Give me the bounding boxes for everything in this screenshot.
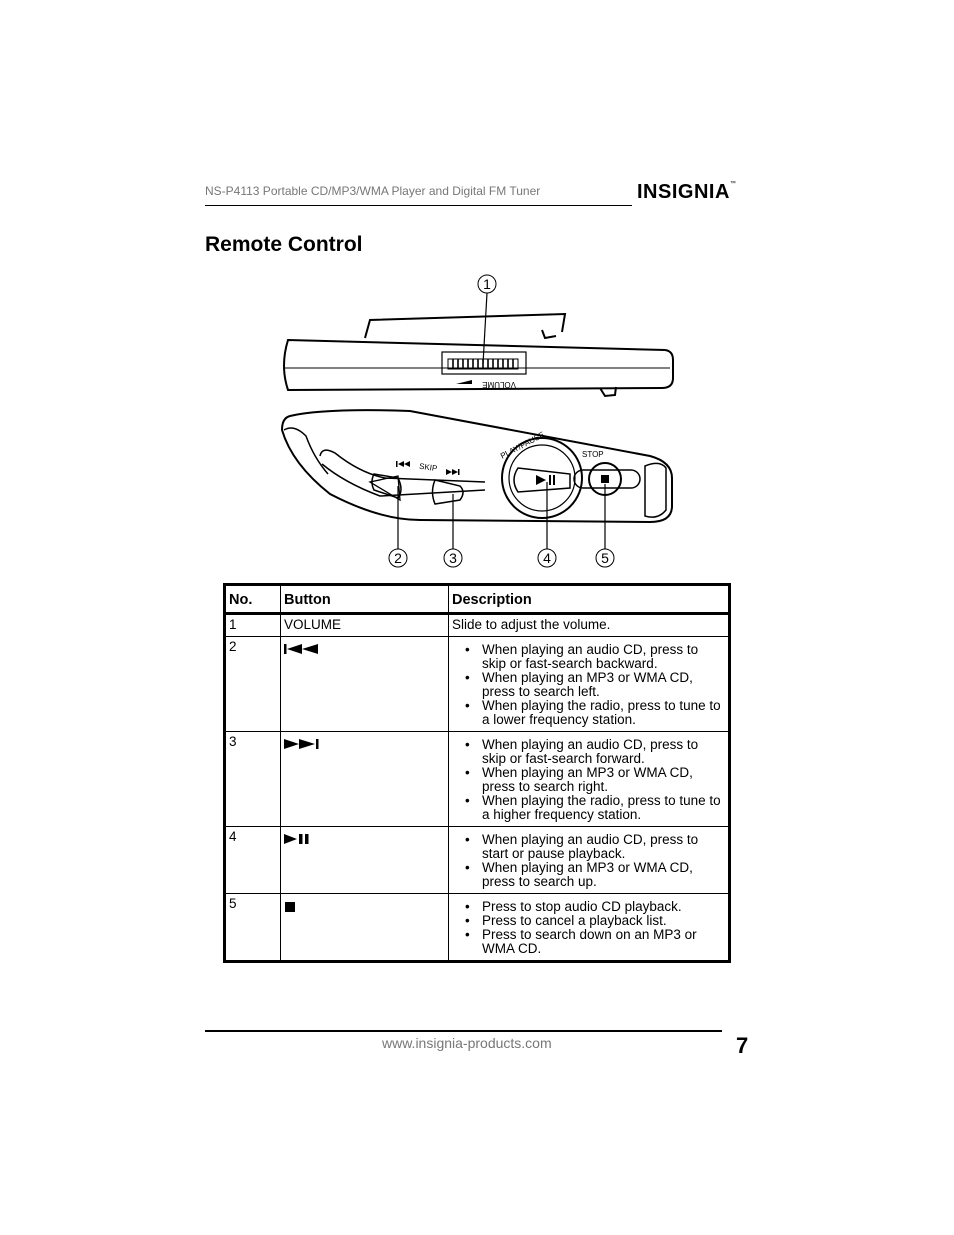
description-bullet: • When playing an audio CD, press to skip or fast-search backward.: [482, 643, 724, 671]
description-bullet: • Press to search down on an MP3 or WMA CD.: [482, 928, 724, 956]
skip-label: SKIP: [418, 461, 438, 474]
row-button-cell: [281, 827, 449, 894]
callout-5: 5: [601, 550, 609, 566]
description-bullet: • When playing the radio, press to tune to a higher frequency station.: [482, 794, 724, 822]
footer-rule: [205, 1030, 722, 1032]
row-description: Slide to adjust the volume.: [449, 614, 730, 637]
row-button-cell: [281, 894, 449, 962]
footer-url[interactable]: www.insignia-products.com: [382, 1035, 552, 1051]
table-row: [225, 827, 730, 894]
table-row: [225, 894, 730, 962]
description-bullet: • When playing an MP3 or WMA CD, press to search right.: [482, 766, 724, 794]
table-header-row: [225, 585, 730, 614]
row-button-cell: [281, 637, 449, 732]
stop-label: STOP: [582, 450, 604, 459]
skip-back-icon: [284, 644, 320, 654]
row-number: 1: [225, 614, 281, 637]
description-bullet: • Press to cancel a playback list.: [482, 914, 724, 928]
row-number: 3: [225, 732, 281, 827]
callout-3: 3: [449, 550, 457, 566]
column-header-button: Button: [281, 585, 449, 614]
row-description: [449, 894, 730, 962]
table-row: [225, 614, 730, 637]
row-button-label: VOLUME: [281, 614, 449, 637]
callout-1: 1: [483, 276, 491, 292]
description-bullet: • When playing the radio, press to tune to a lower frequency station.: [482, 699, 724, 727]
page-title: Remote Control: [205, 233, 363, 256]
column-header-no: No.: [225, 585, 281, 614]
table-row: [225, 637, 730, 732]
row-number: 4: [225, 827, 281, 894]
callout-4: 4: [543, 550, 551, 566]
description-bullet: • When playing an audio CD, press to start or pause playback.: [482, 833, 724, 861]
volume-label: VOLUME: [482, 380, 516, 389]
stop-icon: [284, 901, 296, 913]
button-description-table: [223, 583, 731, 963]
description-bullet: • When playing an MP3 or WMA CD, press to search left.: [482, 671, 724, 699]
row-description: [449, 732, 730, 827]
row-number: 5: [225, 894, 281, 962]
row-description: [449, 827, 730, 894]
callout-2: 2: [394, 550, 402, 566]
description-bullet: • When playing an MP3 or WMA CD, press to search up.: [482, 861, 724, 889]
description-bullet: • When playing an audio CD, press to skip or fast-search forward.: [482, 738, 724, 766]
table-row: [225, 732, 730, 827]
insignia-logo: INSIGNIA™: [637, 181, 737, 203]
header-rule: [205, 205, 632, 206]
row-number: 2: [225, 637, 281, 732]
play-pause-label: PLAY/PAUSE: [498, 429, 547, 461]
description-bullet: • Press to stop audio CD playback.: [482, 900, 724, 914]
column-header-description: Description: [449, 585, 730, 614]
play-pause-icon: [284, 834, 310, 844]
skip-forward-icon: [284, 739, 320, 749]
row-button-cell: [281, 732, 449, 827]
page-number: 7: [736, 1033, 749, 1058]
header-product-title: NS-P4113 Portable CD/MP3/WMA Player and Digital FM Tuner: [205, 184, 541, 198]
remote-control-diagram: [270, 268, 690, 578]
row-description: [449, 637, 730, 732]
